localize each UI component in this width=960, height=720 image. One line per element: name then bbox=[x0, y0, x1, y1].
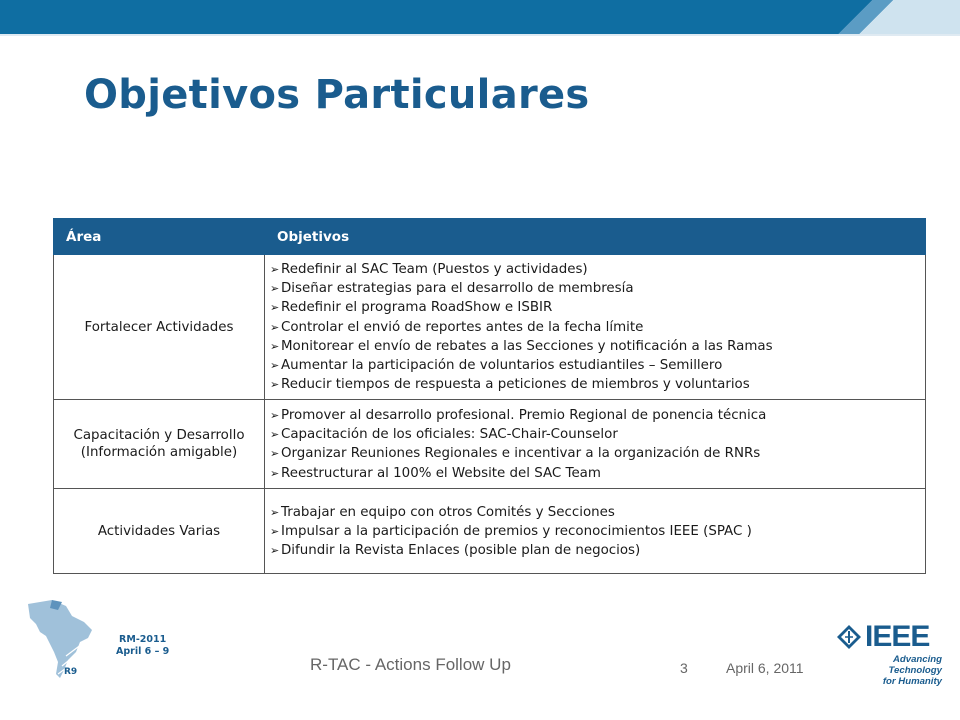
meeting-label bbox=[116, 634, 169, 658]
goals-cell bbox=[265, 400, 926, 489]
arrow-bullet-icon: ➢ bbox=[270, 339, 280, 353]
footer-text: R-TAC - Actions Follow Up bbox=[310, 655, 511, 674]
ieee-tagline: Advancing Technology for Humanity bbox=[882, 654, 942, 687]
table-row bbox=[54, 400, 926, 489]
arrow-bullet-icon: ➢ bbox=[270, 524, 280, 538]
slide-title: Objetivos Particulares bbox=[84, 72, 590, 118]
list-item: ➢ Difundir la Revista Enlaces (posible plan de negocios) bbox=[270, 541, 921, 560]
list-item: ➢ Redefinir el programa RoadShow e ISBIR bbox=[270, 298, 921, 317]
list-item: ➢ Reducir tiempos de respuesta a peticiones de miembros y voluntarios bbox=[270, 375, 921, 394]
list-item: ➢ Organizar Reuniones Regionales e incentivar a la organización de RNRs bbox=[270, 444, 921, 463]
list-item: ➢ Capacitación de los oficiales: SAC-Chair-Counselor bbox=[270, 425, 921, 444]
arrow-bullet-icon: ➢ bbox=[270, 359, 280, 373]
arrow-bullet-icon: ➢ bbox=[270, 282, 280, 296]
footer-date: April 6, 2011 bbox=[726, 660, 804, 676]
ieee-logo bbox=[836, 618, 944, 687]
goals-cell bbox=[265, 255, 926, 400]
objectives-table bbox=[53, 218, 926, 574]
arrow-bullet-icon: ➢ bbox=[270, 505, 280, 519]
area-cell: Actividades Varias bbox=[54, 489, 265, 574]
list-item: ➢ Reestructurar al 100% el Website del SAC Team bbox=[270, 464, 921, 483]
arrow-bullet-icon: ➢ bbox=[270, 378, 280, 392]
arrow-bullet-icon: ➢ bbox=[270, 263, 280, 276]
goals-cell bbox=[265, 489, 926, 574]
top-band bbox=[0, 0, 960, 34]
area-cell: Capacitación y Desarrollo (Información amigable) bbox=[54, 400, 265, 489]
ieee-wordmark: IEEE bbox=[865, 620, 930, 653]
meeting-dates: April 6 – 9 bbox=[116, 646, 170, 657]
meeting-name: RM-2011 bbox=[119, 634, 167, 645]
list-item: ➢ Controlar el envió de reportes antes de la fecha límite bbox=[270, 318, 921, 337]
ieee-diamond-icon bbox=[836, 624, 862, 650]
list-item: ➢ Promover al desarrollo profesional. Premio Regional de ponencia técnica bbox=[270, 406, 921, 425]
table-row bbox=[54, 489, 926, 574]
header-area: Área bbox=[54, 219, 265, 255]
list-item: ➢ Diseñar estrategias para el desarrollo de membresía bbox=[270, 279, 921, 298]
table-row bbox=[54, 255, 926, 400]
page-number: 3 bbox=[680, 660, 688, 676]
list-item: ➢ Monitorear el envío de rebates a las Secciones y notificación a las Ramas bbox=[270, 337, 921, 356]
area-cell: Fortalecer Actividades bbox=[54, 255, 265, 400]
goals-list bbox=[270, 260, 921, 394]
header-objectives: Objetivos bbox=[265, 219, 926, 255]
arrow-bullet-icon: ➢ bbox=[270, 409, 280, 423]
region-label: R9 bbox=[64, 667, 78, 677]
table-header-row bbox=[54, 219, 926, 255]
list-item: ➢ Impulsar a la participación de premios y reconocimientos IEEE (SPAC ) bbox=[270, 522, 921, 541]
list-item: ➢ Trabajar en equipo con otros Comités y Secciones bbox=[270, 503, 921, 522]
top-divider bbox=[0, 34, 960, 36]
arrow-bullet-icon: ➢ bbox=[270, 447, 280, 461]
arrow-bullet-icon: ➢ bbox=[270, 428, 280, 442]
arrow-bullet-icon: ➢ bbox=[270, 320, 280, 334]
arrow-bullet-icon: ➢ bbox=[270, 544, 280, 558]
goals-list bbox=[270, 503, 921, 561]
list-item: ➢ Redefinir al SAC Team (Puestos y actividades) bbox=[270, 260, 921, 279]
top-band-fade bbox=[820, 0, 960, 34]
arrow-bullet-icon: ➢ bbox=[270, 466, 280, 480]
list-item: ➢ Aumentar la participación de voluntarios estudiantiles – Semillero bbox=[270, 356, 921, 375]
arrow-bullet-icon: ➢ bbox=[270, 301, 280, 315]
goals-list bbox=[270, 406, 921, 483]
